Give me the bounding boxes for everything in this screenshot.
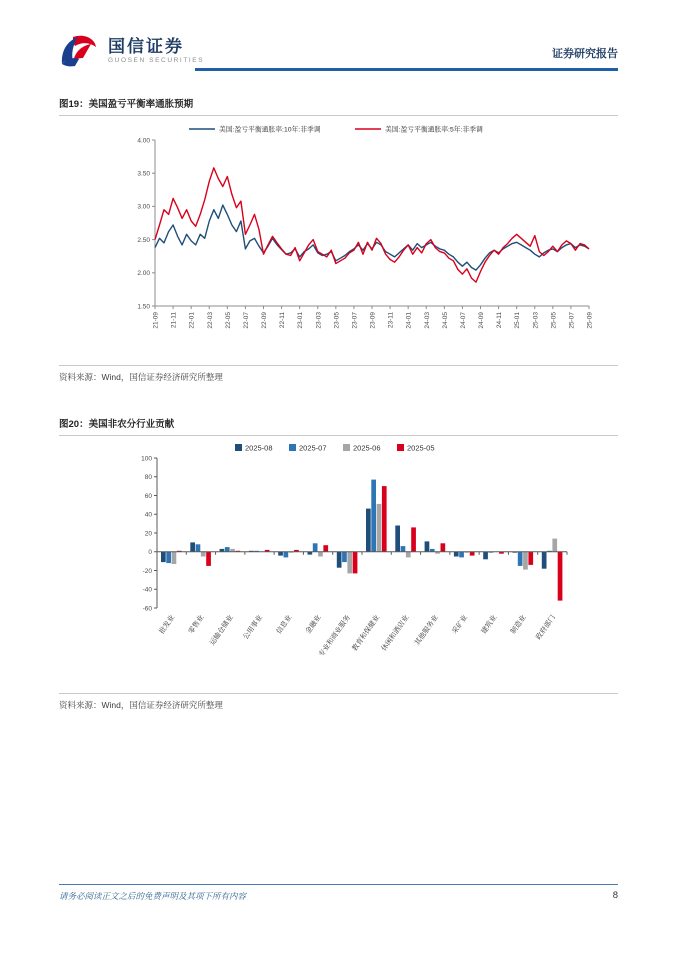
legend-item-0	[189, 125, 321, 134]
line-series-1	[155, 168, 589, 282]
svg-text:22-03: 22-03	[206, 312, 214, 329]
svg-text:25-09: 25-09	[586, 312, 594, 329]
page-header	[59, 0, 618, 68]
svg-text:2025-06: 2025-06	[353, 443, 381, 453]
page-number: 8	[612, 890, 618, 901]
breakeven-inflation-line-chart	[117, 120, 597, 360]
svg-text:-20: -20	[142, 567, 152, 575]
header-divider	[195, 68, 618, 71]
figure20-chart	[117, 440, 618, 688]
svg-text:建筑业: 建筑业	[480, 614, 499, 636]
x-axis	[153, 306, 594, 329]
nonfarm-industry-bar-chart	[117, 440, 597, 688]
svg-text:23-11: 23-11	[387, 312, 395, 329]
figure19-title: 图19：美国盈亏平衡率通胀预期	[59, 99, 194, 110]
report-type-label: 证券研究报告	[552, 48, 618, 60]
legend-item-0	[235, 444, 273, 453]
figure19-chart	[117, 120, 618, 360]
svg-text:美国:盈亏平衡通胀率:10年:非季调: 美国:盈亏平衡通胀率:10年:非季调	[219, 126, 321, 134]
svg-text:21-11: 21-11	[170, 312, 178, 329]
svg-text:-60: -60	[142, 605, 152, 613]
guosen-logo	[59, 34, 204, 68]
svg-text:24-03: 24-03	[423, 312, 431, 329]
bar-series-1	[166, 480, 552, 566]
svg-text:22-11: 22-11	[279, 312, 287, 329]
svg-text:其他服务业: 其他服务业	[414, 614, 440, 647]
figure20-source-divider	[59, 693, 618, 694]
svg-text:运输仓储业: 运输仓储业	[209, 614, 235, 647]
svg-text:-40: -40	[142, 586, 152, 594]
svg-text:采矿业: 采矿业	[451, 614, 470, 636]
line-series-0	[155, 205, 589, 270]
svg-text:2025-08: 2025-08	[245, 443, 273, 453]
svg-text:3.00: 3.00	[137, 203, 150, 211]
svg-text:0: 0	[148, 549, 152, 557]
svg-text:25-07: 25-07	[568, 312, 576, 329]
brand-name-en: GUOSEN SECURITIES	[108, 56, 205, 64]
svg-text:1.50: 1.50	[137, 303, 150, 311]
svg-text:批发业: 批发业	[158, 614, 177, 636]
svg-text:24-07: 24-07	[459, 312, 467, 329]
svg-text:金融业: 金融业	[304, 614, 323, 636]
svg-text:制造业: 制造业	[509, 614, 528, 636]
svg-text:专业和商业服务: 专业和商业服务	[318, 614, 352, 659]
legend-item-1	[289, 444, 327, 453]
x-axis	[157, 552, 567, 659]
svg-text:23-07: 23-07	[351, 312, 359, 329]
svg-text:24-11: 24-11	[496, 312, 504, 329]
svg-text:40: 40	[144, 511, 152, 519]
legend-item-1	[355, 125, 483, 134]
svg-text:2025-07: 2025-07	[299, 443, 327, 453]
svg-text:24-01: 24-01	[405, 312, 413, 329]
svg-text:22-05: 22-05	[224, 312, 232, 329]
svg-text:23-05: 23-05	[333, 312, 341, 329]
svg-text:休闲和酒店业: 休闲和酒店业	[380, 614, 411, 653]
svg-text:21-09: 21-09	[152, 312, 160, 329]
svg-text:零售业: 零售业	[187, 614, 206, 636]
figure20-title: 图20：美国非农分行业贡献	[59, 419, 175, 430]
figure20-source: 资料来源：Wind，国信证券经济研究所整理	[59, 700, 223, 710]
svg-text:22-01: 22-01	[188, 312, 196, 329]
svg-text:100: 100	[141, 455, 152, 463]
svg-text:22-07: 22-07	[242, 312, 250, 329]
y-axis	[141, 455, 157, 612]
svg-text:80: 80	[144, 474, 152, 482]
svg-text:23-09: 23-09	[369, 312, 377, 329]
figure19-source: 资料来源：Wind，国信证券经济研究所整理	[59, 372, 223, 382]
figure19-source-divider	[59, 365, 618, 366]
svg-text:25-03: 25-03	[532, 312, 540, 329]
svg-text:25-05: 25-05	[550, 312, 558, 329]
svg-text:教育和保健业: 教育和保健业	[351, 614, 382, 653]
svg-text:2.50: 2.50	[137, 236, 150, 244]
figure19-title-divider	[59, 115, 618, 116]
page-footer	[59, 884, 618, 902]
svg-text:美国:盈亏平衡通胀率:5年:非季调: 美国:盈亏平衡通胀率:5年:非季调	[385, 126, 483, 134]
svg-text:3.50: 3.50	[137, 170, 150, 178]
svg-text:60: 60	[144, 492, 152, 500]
guosen-logo-icon	[59, 34, 101, 68]
svg-text:公用事业: 公用事业	[242, 614, 265, 642]
legend-item-3	[397, 444, 435, 453]
svg-text:24-05: 24-05	[441, 312, 449, 329]
svg-text:信息业: 信息业	[275, 614, 294, 636]
svg-text:25-01: 25-01	[514, 312, 522, 329]
svg-text:22-09: 22-09	[261, 312, 268, 329]
svg-text:23-01: 23-01	[297, 312, 305, 329]
bar-series-2	[172, 504, 557, 574]
legend-item-2	[343, 444, 381, 453]
svg-text:23-03: 23-03	[315, 312, 323, 329]
y-axis	[137, 137, 155, 310]
brand-text	[108, 38, 204, 65]
svg-text:4.00: 4.00	[137, 137, 150, 145]
svg-text:政府部门: 政府部门	[535, 614, 557, 642]
figure20-title-divider	[59, 435, 618, 436]
svg-text:24-09: 24-09	[478, 312, 485, 329]
svg-text:2.00: 2.00	[137, 270, 150, 278]
brand-name-cn: 国信证券	[108, 36, 184, 56]
svg-text:20: 20	[144, 530, 152, 538]
svg-text:2025-05: 2025-05	[407, 443, 435, 453]
footer-disclaimer: 请务必阅读正文之后的免费声明及其项下所有内容	[59, 891, 247, 901]
